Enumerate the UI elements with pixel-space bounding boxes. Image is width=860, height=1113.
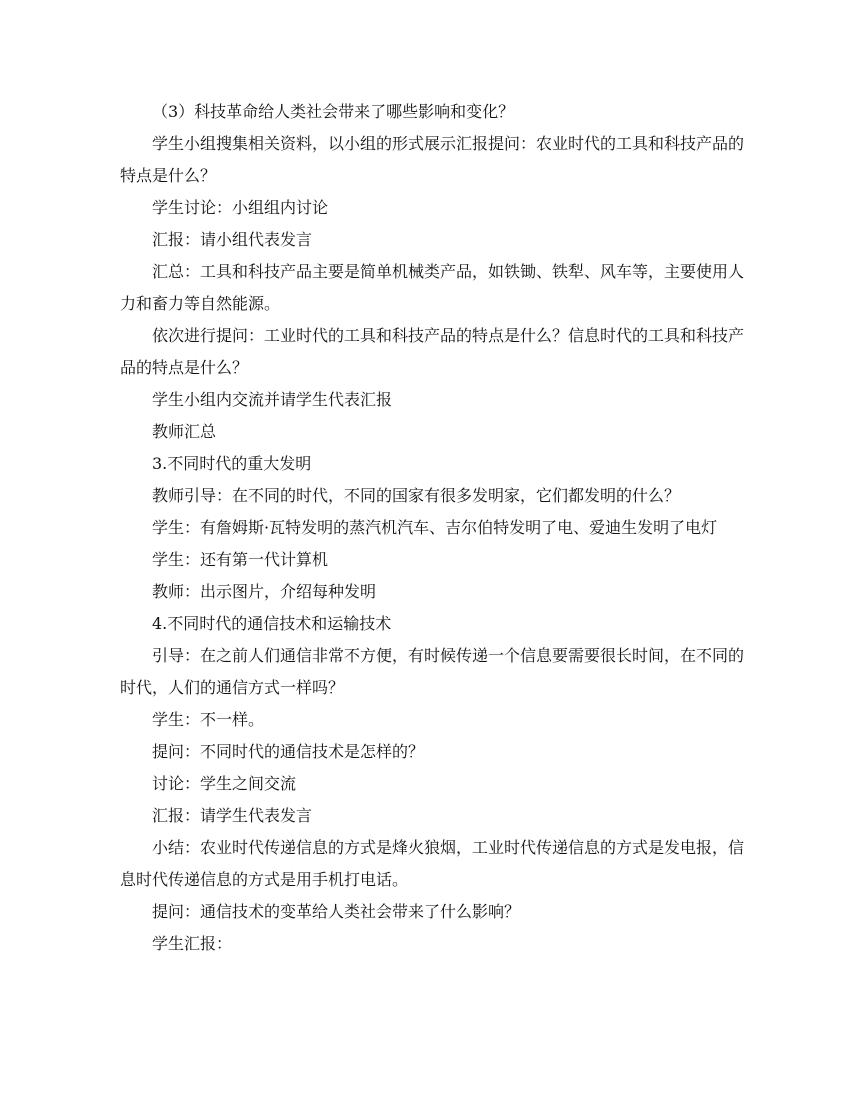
paragraph-teacher-guide-inventions: 教师引导：在不同的时代，不同的国家有很多发明家，它们都发明的什么？: [152, 486, 681, 505]
paragraph-report-student: 汇报：请学生代表发言: [152, 806, 313, 825]
paragraph-question-3: （3）科技革命给人类社会带来了哪些影响和变化？: [152, 102, 515, 121]
paragraph-question-communication: 提问：不同时代的通信技术是怎样的？: [152, 742, 425, 761]
paragraph-student-inventors: 学生：有詹姆斯·瓦特发明的蒸汽机汽车、吉尔伯特发明了电、爱迪生发明了电灯: [152, 518, 718, 537]
paragraph-student-answer: 学生：不一样。: [152, 710, 265, 729]
paragraph-conclusion: 小结：农业时代传递信息的方式是烽火狼烟，工业时代传递信息的方式是发电报，信息时代传递信息的方式是用手机打电话。: [120, 838, 745, 889]
paragraph-group-collect: 学生小组搜集相关资料，以小组的形式展示汇报提问：农业时代的工具和科技产品的特点是什么？: [120, 134, 745, 185]
paragraph-student-computer: 学生：还有第一代计算机: [152, 550, 329, 569]
paragraph-discussion: 讨论：学生之间交流: [152, 774, 297, 793]
paragraph-guide-communication: 引导：在之前人们通信非常不方便，有时候传递一个信息要需要很长时间，在不同的时代，人们的通信方式一样吗？: [120, 646, 745, 697]
section-heading-communication: 4.不同时代的通信技术和运输技术: [152, 614, 392, 633]
paragraph-question-impact: 提问：通信技术的变革给人类社会带来了什么影响？: [152, 902, 521, 921]
section-heading-inventions: 3.不同时代的重大发明: [152, 454, 312, 473]
paragraph-summary-agriculture: 汇总：工具和科技产品主要是简单机械类产品，如铁锄、铁犁、风车等，主要使用人力和畜力等自然能源。: [120, 262, 745, 313]
document-body: [120, 96, 744, 960]
paragraph-teacher-summary: 教师汇总: [152, 422, 217, 441]
paragraph-group-exchange: 学生小组内交流并请学生代表汇报: [152, 390, 393, 409]
paragraph-sequential-questions: 依次进行提问：工业时代的工具和科技产品的特点是什么？信息时代的工具和科技产品的特点是什么？: [120, 326, 745, 377]
paragraph-teacher-show-pictures: 教师：出示图片，介绍每种发明: [152, 582, 377, 601]
paragraph-report: 汇报：请小组代表发言: [152, 230, 313, 249]
paragraph-student-report: 学生汇报：: [152, 934, 233, 953]
paragraph-student-discuss: 学生讨论：小组组内讨论: [152, 198, 329, 217]
